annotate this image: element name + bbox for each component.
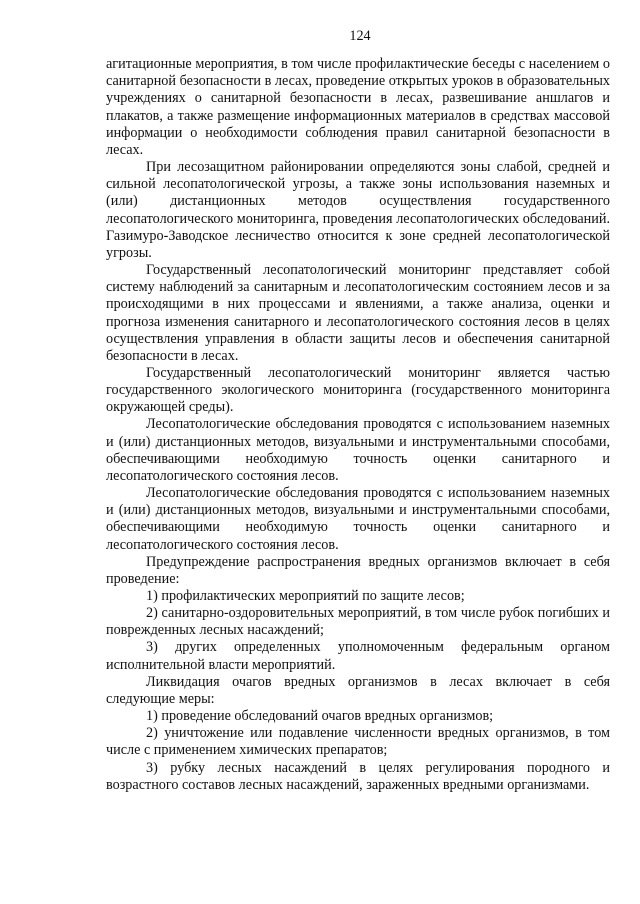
page-number: 124 <box>349 28 371 44</box>
list-item: 2) санитарно-оздоровительных мероприятий, в том числе рубок погибших и поврежденных лесных насаждений; <box>106 605 610 639</box>
list-item: 3) рубку лесных насаждений в целях регулирования породного и возрастного составов лесных насаждений, зараженных вредными организмами. <box>106 759 610 793</box>
paragraph: Предупреждение распространения вредных организмов включает в себя проведение: <box>106 553 610 587</box>
paragraph: агитационные мероприятия, в том числе профилактические беседы с населением о санитарной безопасности в лесах, проведение открытых уроков в образовательных учреждениях о санитарной безопасности в лесах, развешивание аншлагов и плакатов, а также размещение информационных материалов в средствах массовой информации о необходимости соблюдения правил санитарной безопасности в лесах. <box>106 56 610 158</box>
paragraph: Лесопатологические обследования проводятся с использованием наземных и (или) дистанционных методов, визуальными и инструментальными способами, обеспечивающими необходимую точность оценки санитарного и лесопатологического состояния лесов. <box>106 416 610 484</box>
paragraph: Ликвидация очагов вредных организмов в лесах включает в себя следующие меры: <box>106 673 610 707</box>
list-item: 1) проведение обследований очагов вредных организмов; <box>146 708 494 725</box>
paragraph: При лесозащитном районировании определяются зоны слабой, средней и сильной лесопатологической угрозы, а также зоны использования наземных и (или) дистанционных методов осуществления государственного лесопатологического мониторинга, проведения лесопатологических обследований. Газимуро-Заводское лесничество относится к зоне средней лесопатологической угрозы. <box>106 159 610 261</box>
list-item: 3) других определенных уполномоченным федеральным органом исполнительной власти мероприятий. <box>106 639 610 673</box>
body-text <box>106 56 610 794</box>
list-item: 1) профилактических мероприятий по защите лесов; <box>146 588 465 604</box>
paragraph: Государственный лесопатологический мониторинг является частью государственного экологического мониторинга (государственного мониторинга окружающей среды). <box>106 364 610 416</box>
paragraph: Лесопатологические обследования проводятся с использованием наземных и (или) дистанционных методов, визуальными и инструментальными способами, обеспечивающими необходимую точность оценки санитарного и лесопатологического состояния лесов. <box>106 485 610 553</box>
paragraph: Государственный лесопатологический мониторинг представляет собой систему наблюдений за санитарным и лесопатологическим состоянием лесов и за происходящими в них процессами и явлениями, а также анализа, оценки и прогноза изменения санитарного и лесопатологического состояния лесов в целях осуществления управления в области защиты лесов и обеспечения санитарной безопасности в лесах. <box>106 262 610 364</box>
list-item: 2) уничтожение или подавление численности вредных организмов, в том числе с применением химических препаратов; <box>106 725 610 759</box>
